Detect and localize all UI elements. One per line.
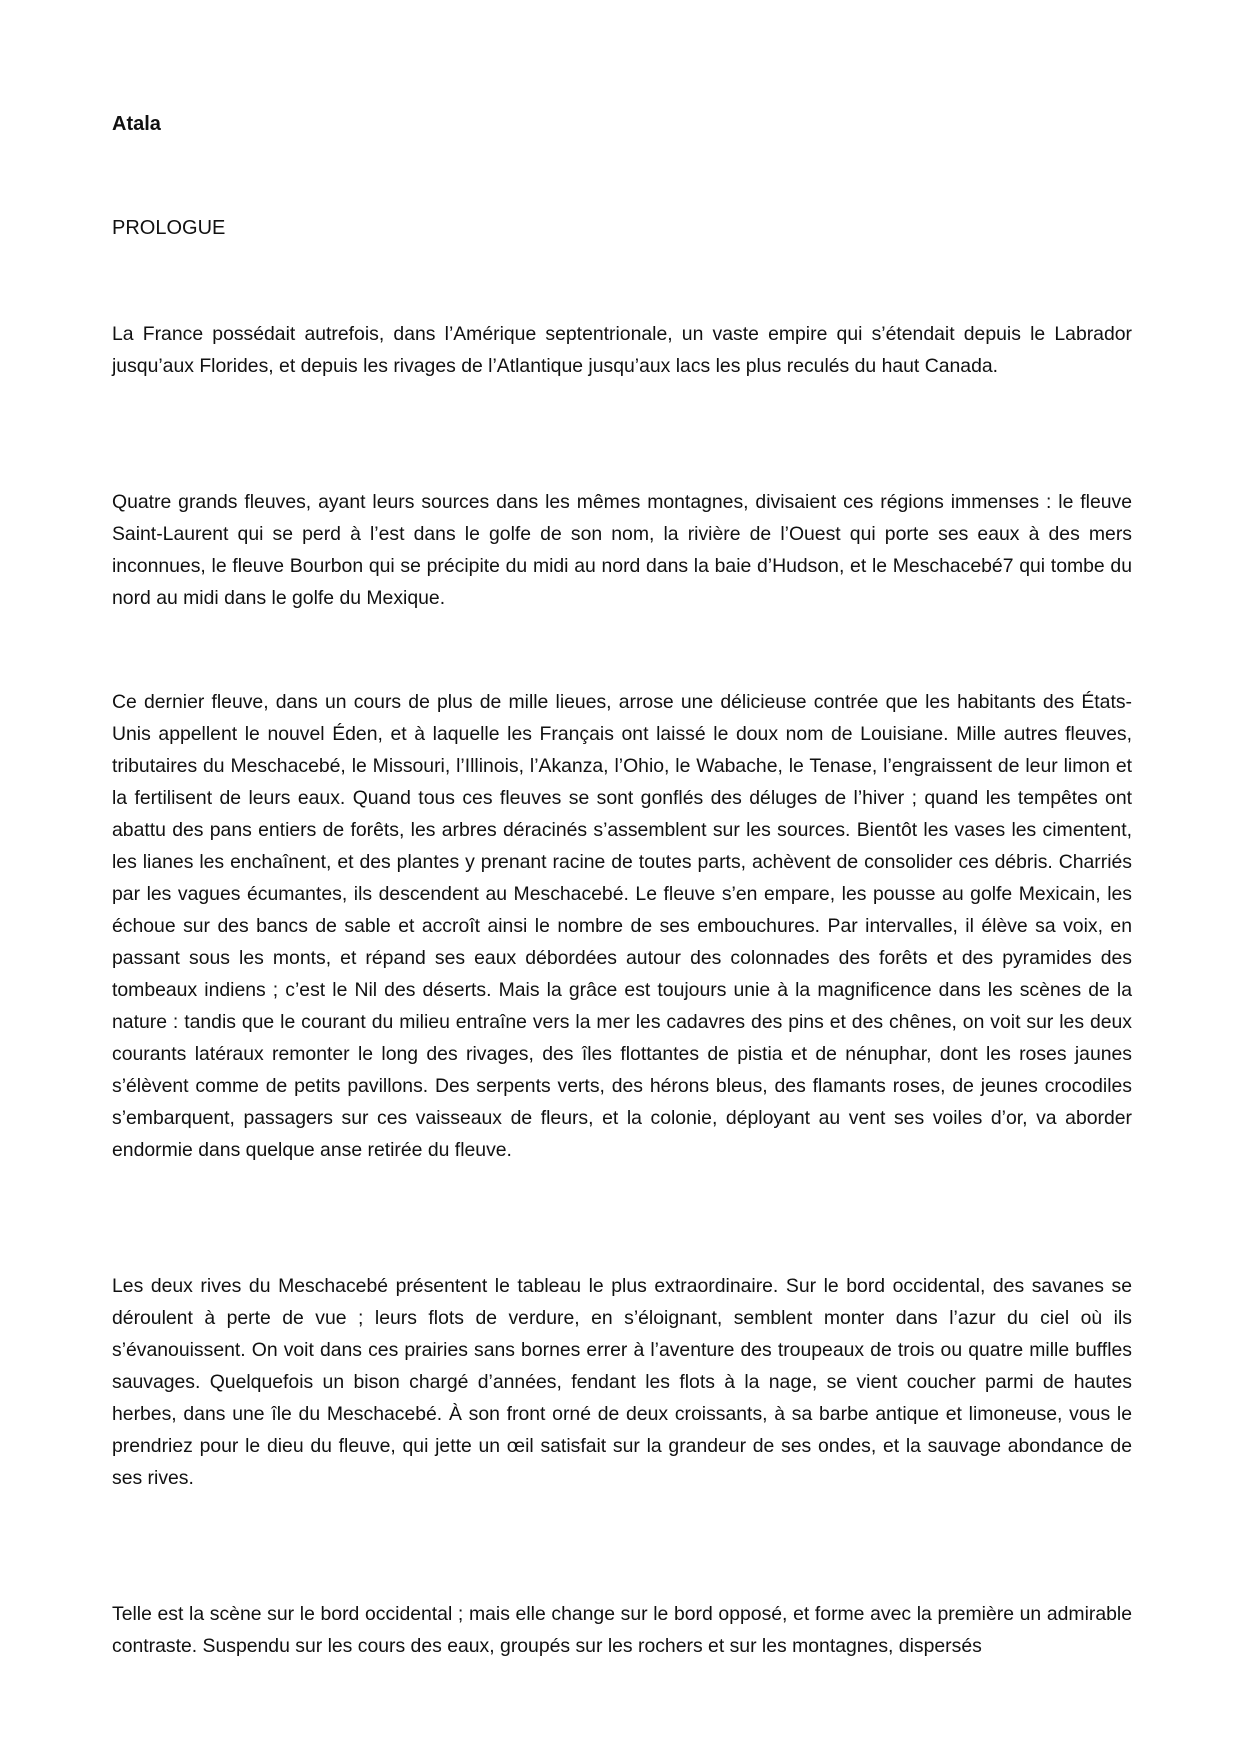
paragraph-3: Ce dernier fleuve, dans un cours de plus de mille lieues, arrose une délicieuse contrée que les habitants des États-Unis appellent le nouvel Éden, et à laquelle les Français ont laissé le doux nom de Louisiane. Mille autres fleuves, tributaires du Meschacebé, le Missouri, l’Illinois, l’Akanza, l’Ohio, le Wabache, le Tenase, l’engraissent de leur limon et la fertilisent de leurs eaux. Quand tous ces fleuves se sont gonflés des déluges de l’hiver ; quand les tempêtes ont abattu des pans entiers de forêts, les arbres déracinés s’assemblent sur les sources. Bientôt les vases les cimentent, les lianes les enchaînent, et des plantes y prenant racine de toutes parts, achèvent de consolider ces débris. Charriés par les vagues écumantes, ils descendent au Meschacebé. Le fleuve s’en empare, les pousse au golfe Mexicain, les échoue sur des bancs de sable et accroît ainsi le nombre de ses embouchures. Par intervalles, il élève sa voix, en passant sous les monts, et répand ses eaux débordées autour des colonnades des forêts et des pyramides des tombeaux indiens ; c’est le Nil des déserts. Mais la grâce est toujours unie à la magnificence dans les scènes de la nature : tandis que le courant du milieu entraîne vers la mer les cadavres des pins et des chênes, on voit sur les deux courants latéraux remonter le long des rivages, des îles flottantes de pistia et de nénuphar, dont les roses jaunes s’élèvent comme de petits pavillons. Des serpents verts, des hérons bleus, des flamants roses, de jeunes crocodiles s’embarquent, passagers sur ces vaisseaux de fleurs, et la colonie, déployant au vent ses voiles d’or, va aborder endormie dans quelque anse retirée du fleuve. [112,691,1132,1161]
paragraph-4: Les deux rives du Meschacebé présentent le tableau le plus extraordinaire. Sur le bord occidental, des savanes se déroulent à perte de vue ; leurs flots de verdure, en s’éloignant, semblent monter dans l’azur du ciel où ils s’évanouissent. On voit dans ces prairies sans bornes errer à l’aventure des troupeaux de trois ou quatre mille buffles sauvages. Quelquefois un bison chargé d’années, fendant les flots à la nage, se vient coucher parmi de hautes herbes, dans une île du Meschacebé. À son front orné de deux croissants, à sa barbe antique et limoneuse, vous le prendriez pour le dieu du fleuve, qui jette un œil satisfait sur la grandeur de ses ondes, et la sauvage abondance de ses rives. [112,1275,1132,1489]
paragraph-5: Telle est la scène sur le bord occidental ; mais elle change sur le bord opposé, et forme avec la première un admirable contraste. Suspendu sur les cours des eaux, groupés sur les rochers et sur les montagnes, dispersés [112,1603,1132,1657]
paragraph-2: Quatre grands fleuves, ayant leurs sources dans les mêmes montagnes, divisaient ces régions immenses : le fleuve Saint-Laurent qui se perd à l’est dans le golfe de son nom, la rivière de l’Ouest qui porte ses eaux à des mers inconnues, le fleuve Bourbon qui se précipite du midi au nord dans la baie d’Hudson, et le Meschacebé7 qui tombe du nord au midi dans le golfe du Mexique. [112,491,1132,609]
paragraph-1: La France possédait autrefois, dans l’Amérique septentrionale, un vaste empire qui s’étendait depuis le Labrador jusqu’aux Florides, et depuis les rivages de l’Atlantique jusqu’aux lacs les plus reculés du haut Canada. [112,323,1132,377]
section-heading: PROLOGUE [112,217,226,239]
document-page [112,108,1132,1657]
document-title: Atala [112,113,161,135]
